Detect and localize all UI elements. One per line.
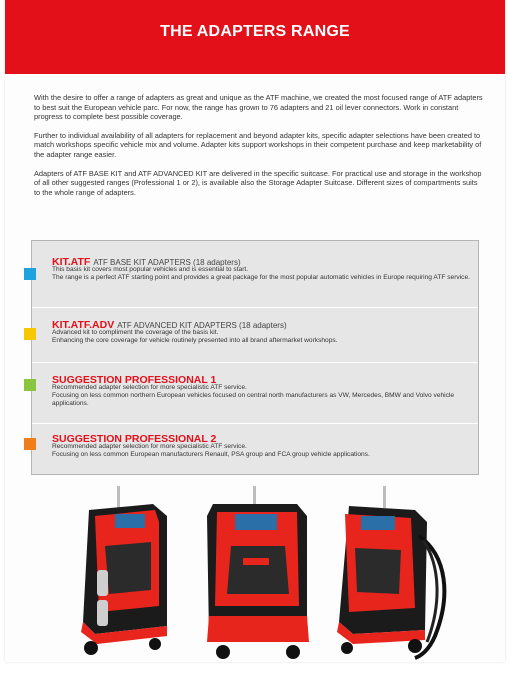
kit-description: The range is a perfect ATF starting point and provides a great package for the most popular automatic vehicles in Europe requiring ATF service. (52, 274, 470, 282)
kit-row-professional-1 (32, 363, 478, 424)
kit-code: KIT.ATF (52, 256, 91, 268)
atf-machine-photo (75, 486, 455, 662)
intro-paragraph: Further to individual availability of all adapters for replacement and beyond adapter kits, specific adapter selections have been created to match workshops specific vehicle mix and volume. Adapter kits support workshops in their competent purchase and keep marketability of the adapter range easier. (34, 130, 482, 159)
kit-name: ATF ADVANCED KIT ADAPTERS (18 adapters) (117, 321, 287, 330)
kit-row-professional-2 (32, 424, 478, 474)
kit-code: SUGGESTION PROFESSIONAL 2 (52, 433, 217, 445)
blue-square-icon (24, 268, 36, 280)
kits-table (31, 240, 479, 475)
header-banner (5, 0, 505, 74)
page-title: THE ADAPTERS RANGE (160, 23, 350, 40)
orange-square-icon (24, 438, 36, 450)
intro-text (34, 93, 484, 206)
yellow-square-icon (24, 328, 36, 340)
kit-description: Focusing on less common European manufacturers Renault, PSA group and FCA group vehicle applications. (52, 451, 370, 459)
kit-description: Enhancing the core coverage for vehicle routinely presented into all brand aftermarket workshops. (52, 337, 338, 345)
kit-name: ATF BASE KIT ADAPTERS (18 adapters) (93, 258, 241, 267)
kit-description: Advanced kit to compliment the coverage of the basis kit. (52, 329, 219, 336)
kit-description: This basis kit covers most popular vehicles and is essential to start. (52, 266, 249, 273)
atf-machine-right (337, 486, 444, 658)
intro-paragraph: With the desire to offer a range of adapters as great and unique as the ATF machine, we created the most focused range of ATF adapters to best suit the European vehicle parc. For now, the range has grown to 76 adapters and 21 oil lever connectors. Work in constant progress to complete best possible coverage. (34, 93, 483, 122)
atf-machine-center (207, 486, 309, 659)
kit-row-atf (32, 241, 478, 308)
kit-description: Focusing on less common northern European vehicles focused on central north manufacturers as VW, Mercedes, BMW and Volvo vehicle applications. (52, 392, 455, 408)
kit-code: KIT.ATF.ADV (52, 319, 115, 331)
green-square-icon (24, 379, 36, 391)
kit-description: Recommended adapter selection for more specialistic ATF service. (52, 443, 247, 450)
brochure-page (5, 0, 505, 662)
kit-code: SUGGESTION PROFESSIONAL 1 (52, 374, 217, 386)
kit-description: Recommended adapter selection for more specialistic ATF service. (52, 384, 247, 391)
atf-machine-left (81, 486, 167, 655)
intro-paragraph: Adapters of ATF BASE KIT and ATF ADVANCED KIT are delivered in the specific suitcase. For practical use and storage in the workshop of all other suggested ranges (Professional 1 or 2), is available also the Storage Adapter Suitcase. Different sizes of compartments suits to the whole range of adapters. (34, 168, 482, 197)
kit-row-atf-adv (32, 308, 478, 363)
